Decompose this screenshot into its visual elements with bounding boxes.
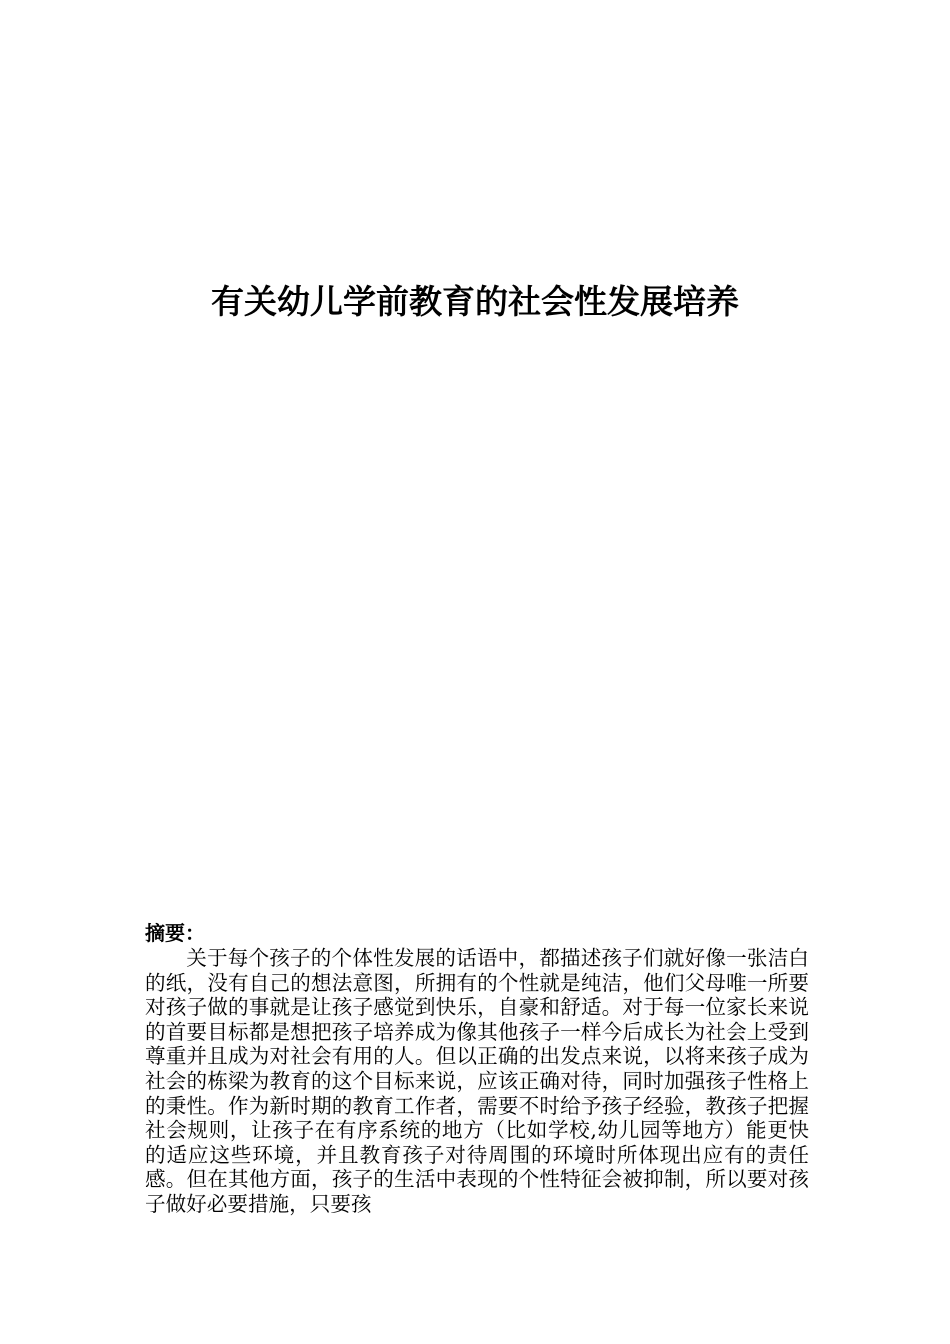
abstract-section bbox=[145, 920, 809, 1217]
abstract-body: 关于每个孩子的个体性发展的话语中，都描述孩子们就好像一张洁白的纸，没有自己的想法意图，所拥有的个性就是纯洁，他们父母唯一所要对孩子做的事就是让孩子感觉到快乐，自豪和舒适。对于每一位家长来说的首要目标都是想把孩子培养成为像其他孩子一样今后成长为社会上受到尊重并且成为对社会有用的人。但以正确的出发点来说，以将来孩子成为社会的栋梁为教育的这个目标来说，应该正确对待，同时加强孩子性格上的秉性。作为新时期的教育工作者，需要不时给予孩子经验，教孩子把握社会规则，让孩子在有序系统的地方（比如学校,幼儿园等地方）能更快的适应这些环境，并且教育孩子对待周围的环境时所体现出应有的责任感。但在其他方面，孩子的生活中表现的个性特征会被抑制，所以要对孩子做好必要措施，只要孩 bbox=[145, 946, 809, 1216]
abstract-heading: 摘要： bbox=[145, 921, 205, 945]
document-title: 有关幼儿学前教育的社会性发展培养 bbox=[211, 282, 739, 321]
